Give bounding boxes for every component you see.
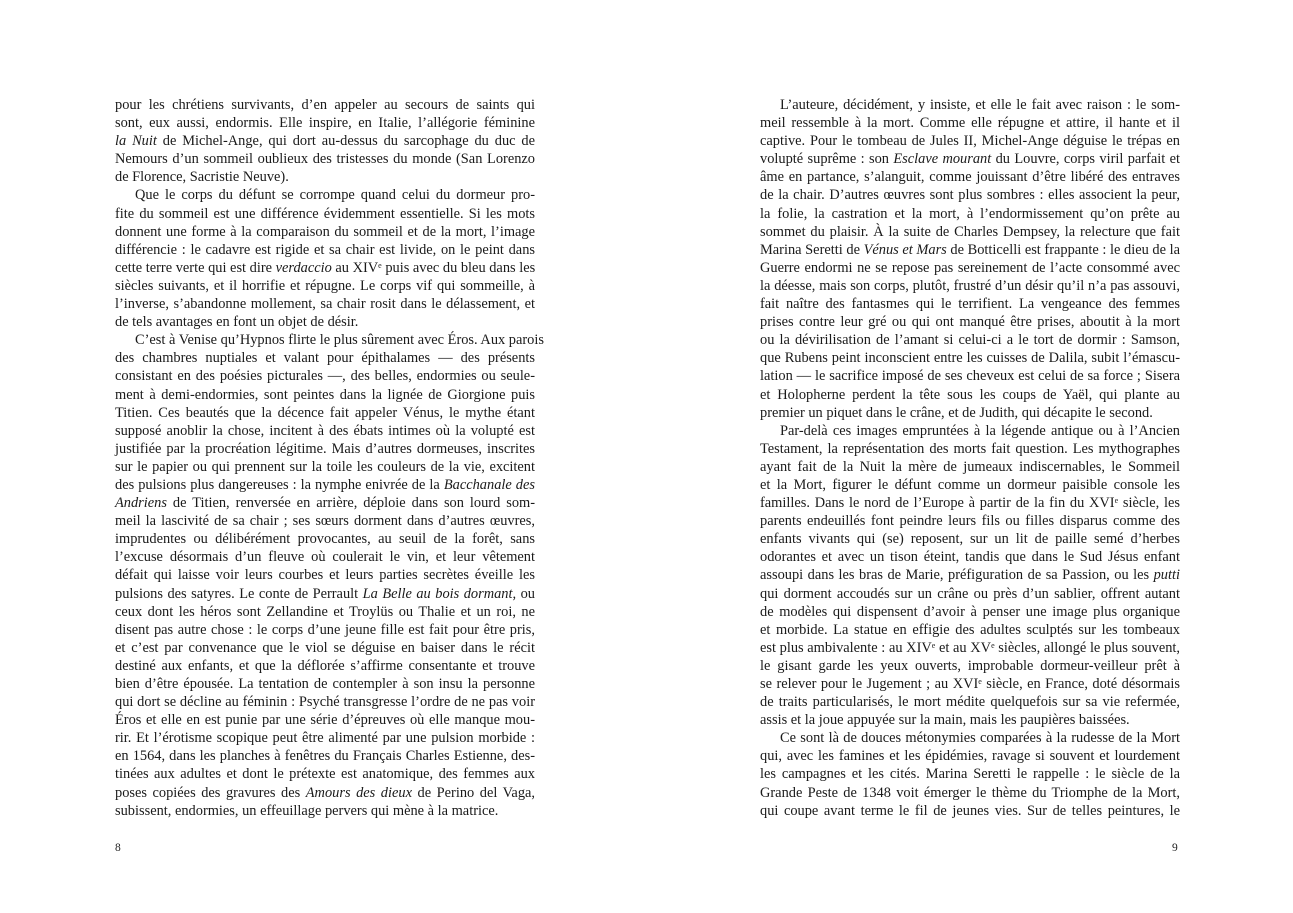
text-run: pulsions des satyres. Le conte de Perrault [115,585,363,602]
text-line: ceux dont les héros sont Zellandine et Troylüs ou Thalie et un roi, ne [115,603,535,620]
text-line: fite du sommeil est une différence évidemment essentielle. Si les mots [115,205,535,222]
text-run: de Botticelli est frappante : le dieu de la [946,241,1181,258]
text-run: Marina Seretti de [760,241,864,258]
text-run: et au XV [935,639,992,656]
italic-title: Andriens [115,495,167,512]
text-line: imprudentes ou délibérément provocantes, au seuil de la forêt, sans [115,531,535,548]
text-line: des chambres nuptiales et valant pour épithalames — des présents [115,350,535,367]
text-line: L’auteure, décidément, y insiste, et elle le fait avec raison : le som- [780,97,1180,113]
text-line: qui dorment accoudés sur un crâne ou près d’un sablier, offrent autant [760,585,1180,602]
superscript: e [931,640,936,650]
text-line: de modèles qui dispensent d’avoir à penser une image plus organique [760,603,1180,620]
text-line: et la Mort, figurer le défunt comme un dormeur paisible console les [760,476,1180,493]
text-run: du Louvre, corps viril parfait et [991,151,1181,168]
text-run: puis avec du bleu dans les [381,259,536,276]
text-line: supposé anoblir la chose, incitent à des ébats intimes où la volupté est [115,422,535,439]
text-line: de Florence, Sacristie Neuve). [115,169,289,186]
text-line: que Rubens peint inconscient entre les cuisses de Dalila, subit l’émascu- [760,350,1180,367]
text-line: parents endeuillés font peindre leurs fils ou filles disparus comme des [760,513,1180,530]
text-line: la folie, la castration et la mort, à l’endormissement qu’on prête au [760,205,1180,222]
text-run: des pulsions plus dangereuses : la nymphe enivrée de la [115,476,444,493]
superscript: e [991,640,995,650]
text-line: enfants vivants qui (se) reposent, sur un lit de paille semé d’herbes [760,531,1180,548]
text-line: en 1564, dans les planches à fenêtres du Français Charles Estienne, des- [115,748,535,765]
text-run: assoupi dans les bras de Marie, préfiguration de sa Passion, ou les [760,567,1154,584]
text-line: odorantes et avec un tison éteint, tandis que dans le Sud Jésus enfant [760,549,1180,566]
text-line: sur le papier ou qui prennent sur la toile les couleurs de la vie, excitent [115,458,535,475]
text-line: sont, eux aussi, endormis. Elle inspire, en Italie, l’allégorie féminine [115,115,535,132]
text-line: et c’est par convenance que le viol se déguise en baiser dans le récit [115,639,535,656]
text-line: assis et la joue appuyée sur la main, mais les paupières baissées. [760,712,1130,729]
text-line: Par-delà ces images empruntées à la légende antique ou à l’Ancien [780,422,1180,439]
italic-title: putti [1153,567,1180,584]
text-run: se relever pour le Jugement ; au XVI [760,676,979,692]
text-run: de Michel-Ange, qui dort au-dessus du sarcophage du duc de [156,133,535,150]
text-line: consistant en des poésies picturales —, des belles, endormies ou seule- [115,368,535,385]
text-line: Titien. Ces beautés que la décence fait appeler Vénus, le mythe étant [115,404,535,421]
text-line: de traits particularisés, le mort médite quelquefois sur sa vie refermée, [760,694,1180,711]
text-run: cette terre verte qui est dire [115,259,276,276]
text-run: au XIV [331,259,379,276]
text-line: âme en partance, s’alanguit, comme jouissant d’être libéré des entraves [760,169,1180,186]
text-line [115,585,535,603]
left-page-number: 8 [115,842,121,854]
text-line: siècles suivants, et il horrifie et répugne. Le corps vif qui sommeille, à [115,277,535,294]
text-line [760,150,1180,168]
text-line [115,259,535,277]
text-line [115,494,535,512]
text-line: Que le corps du défunt se corrompe quand celui du dormeur pro- [135,187,535,204]
text-line: Ce sont là de douces métonymies comparées à la rudesse de la Mort [780,730,1180,747]
text-line [115,784,535,802]
text-run: de Perino del Vaga, [411,784,535,801]
text-run: familles. Dans le nord de l’Europe à partir de la fin du XVI [760,495,1115,512]
text-line: tinées aux adultes et dont le prétexte est anatomique, des femmes aux [115,766,535,783]
italic-title: verdaccio [275,259,332,276]
text-run: siècle, les [1118,495,1180,512]
text-line: qui, avec les famines et les épidémies, ravage si souvent et lourdement [760,748,1180,765]
text-line: C’est à Venise qu’Hypnos flirte le plus sûrement avec Éros. Aux parois [135,332,544,349]
text-line: meil la lascivité de sa chair ; ses sœurs dorment dans d’autres œuvres, [115,513,535,530]
text-line: fait naître des fantasmes qui le terrifient. La vengeance des femmes [760,296,1180,313]
text-line: ou la dévirilisation de l’amant si celui-ci a le tort de dormir : Samson, [760,332,1180,349]
text-line [115,132,535,150]
text-run: siècle, en France, doté désormais [981,676,1180,692]
text-line: ayant fait de la Nuit la mère de jumeaux indiscernables, le Sommeil [760,458,1180,475]
left-page-text [115,96,544,820]
text-line: lation — le sacrifice imposé de ses cheveux est celui de sa force ; Sisera [760,368,1180,385]
text-line: meil ressemble à la mort. Comme elle répugne et attire, il hante et il [760,115,1180,132]
text-line [115,476,535,494]
superscript: e [378,260,382,270]
italic-title: Bacchanale des [443,476,535,493]
text-line: Guerre endormi ne se repose pas sereinement de l’acte consommé avec [760,259,1180,276]
text-line: et morbide. La statue en effigie des adultes sculptés sur les tombeaux [760,621,1180,638]
text-line: Grande Peste de 1348 voit émerger le thème du Triomphe de la Mort, [760,784,1180,801]
text-line: rir. Et l’érotisme scopique peut être alimenté par une pulsion morbide : [115,730,535,747]
text-line: destiné aux enfants, et que la déflorée s’affirme consentante et trouve [115,657,535,674]
text-line: captive. Pour le tombeau de Jules II, Michel-Ange déguise le trépas en [760,133,1180,150]
text-line: qui coupe avant terme le fil de jeunes vies. Sur de telles peintures, le [760,802,1180,819]
text-line: bien d’être épousée. La tentation de contempler à son insu la personne [115,676,535,692]
text-run: de Titien, renversée en arrière, déploie dans son lourd som- [166,495,535,512]
superscript: e [978,677,982,686]
superscript: e [1114,496,1119,506]
text-line: les campagnes et les cités. Marina Seretti le rappelle : le siècle de la [760,766,1180,783]
text-line: sommet du plaisir. À la suite de Charles Dempsey, la relecture que fait [760,223,1180,240]
text-line: subissent, endormies, un effeuillage pervers qui mène à la matrice. [115,802,499,819]
text-line [760,639,1180,657]
right-page-number: 9 [1172,842,1178,854]
italic-title: la Nuit [115,133,157,150]
text-line: la déesse, mais son corps, plutôt, frustré d’un désir qu’il n’a pas assouvi, [760,277,1180,294]
text-line: disent pas autre chose : le corps d’une jeune fille est fait pour être pris, [115,621,535,638]
text-line: premier un piquet dans le crâne, et de Judith, qui décapite le second. [760,404,1153,421]
text-line: de tels avantages en font un objet de désir. [115,314,359,331]
text-line: Éros et elle en est punie par une série d’épreuves où elle manque mou- [115,712,535,729]
text-line: prises contre leur gré ou qui ont manqué être prises, aboutit à la mort [760,314,1180,331]
text-line [760,494,1180,512]
text-line [760,675,1180,693]
right-page-text [760,96,1180,820]
text-line: pour les chrétiens survivants, d’en appeler au secours de saints qui [115,97,535,113]
italic-title: Esclave mourant [893,151,992,168]
text-line: l’excuse désormais d’un fleuve où coulerait le vin, et leur vêtement [115,549,535,566]
text-line: donnent une forme à la comparaison du sommeil et de la mort, l’image [115,223,535,240]
text-line: ment à demi-endormies, sont peintes dans la lignée de Giorgione puis [115,386,535,403]
text-line: qui dort se décline au féminin : Psyché transgresse l’ordre de ne pas voir [115,694,535,711]
text-line: justifiée par la procréation légitime. Mais d’autres dormeuses, inscrites [115,440,535,457]
text-run: est plus ambivalente : au XIV [760,639,932,656]
text-line: différencie : le cadavre est rigide et sa chair est livide, on le peint dans [115,241,535,258]
text-line [760,241,1180,259]
text-line: Nemours d’un sommeil oublieux des tristesses du monde (San Lorenzo [115,151,535,168]
text-run: volupté suprême : son [760,151,894,168]
text-line: Testament, la représentation des morts fait question. Les mythographes [760,440,1180,457]
text-run: ou [516,585,535,602]
text-run: poses copiées des gravures des [115,784,306,801]
text-line [760,566,1180,584]
text-line: de la chair. D’autres œuvres sont plus sombres : elles associent la peur, [760,187,1180,204]
text-line: et Holopherne perdent la tête sous les coups de Yaël, qui plante au [760,386,1180,403]
text-line: l’inverse, s’abandonne mollement, sa chair rosit dans le délassement, et [115,296,535,313]
italic-title: Vénus et Mars [863,241,947,258]
italic-title: La Belle au bois dormant, [362,585,517,602]
text-line: défait qui laisse voir leurs courbes et leurs parties secrètes éveille les [115,567,535,584]
text-run: siècles, allongé le plus souvent, [994,639,1180,656]
text-line: le gisant garde les yeux ouverts, improbable dormeur-veilleur prêt à [760,657,1180,674]
italic-title: Amours des dieux [305,784,412,801]
